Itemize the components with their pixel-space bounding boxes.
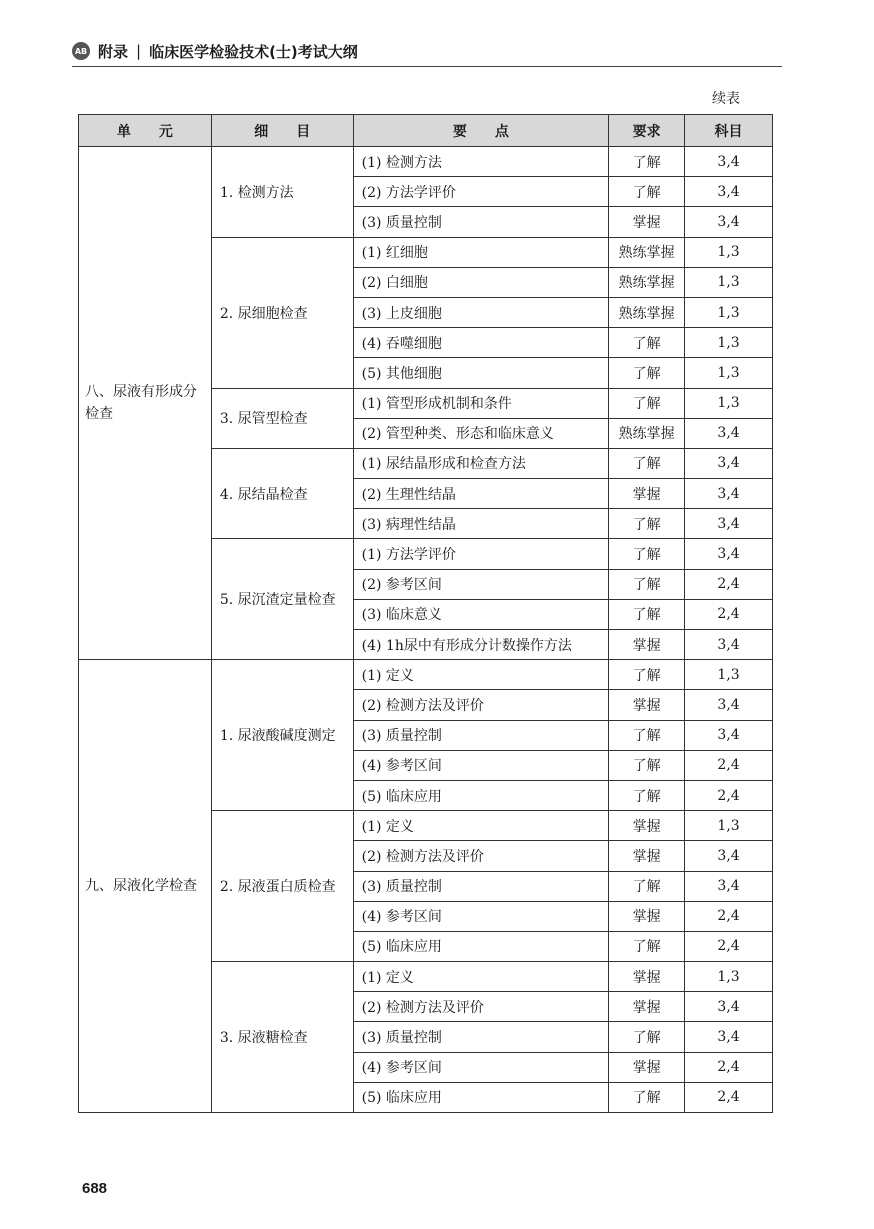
point-cell: (1) 方法学评价: [353, 539, 609, 569]
point-cell: (5) 其他细胞: [353, 358, 609, 388]
point-cell: (1) 定义: [353, 660, 609, 690]
subject-cell: 2,4: [685, 1082, 773, 1112]
requirement-cell: 掌握: [609, 962, 685, 992]
subject-cell: 3,4: [685, 841, 773, 871]
point-cell: (4) 1h尿中有形成分计数操作方法: [353, 630, 609, 660]
subitem-cell: 2. 尿液蛋白质检查: [211, 811, 353, 962]
requirement-cell: 熟练掌握: [609, 267, 685, 297]
point-cell: (1) 尿结晶形成和检查方法: [353, 448, 609, 478]
point-cell: (3) 病理性结晶: [353, 509, 609, 539]
subitem-cell: 4. 尿结晶检查: [211, 448, 353, 539]
requirement-cell: 掌握: [609, 841, 685, 871]
subitem-cell: 1. 检测方法: [211, 147, 353, 238]
requirement-cell: 了解: [609, 539, 685, 569]
point-cell: (2) 管型种类、形态和临床意义: [353, 418, 609, 448]
requirement-cell: 了解: [609, 569, 685, 599]
subject-cell: 1,3: [685, 267, 773, 297]
point-cell: (3) 质量控制: [353, 1022, 609, 1052]
subject-cell: 2,4: [685, 931, 773, 961]
table-row: [79, 147, 773, 177]
subject-cell: 1,3: [685, 811, 773, 841]
point-cell: (4) 参考区间: [353, 750, 609, 780]
subitem-cell: 3. 尿管型检查: [211, 388, 353, 448]
point-cell: (4) 吞噬细胞: [353, 328, 609, 358]
subject-cell: 3,4: [685, 1022, 773, 1052]
subject-cell: 1,3: [685, 388, 773, 418]
subject-cell: 3,4: [685, 147, 773, 177]
subject-cell: 1,3: [685, 297, 773, 327]
point-cell: (3) 质量控制: [353, 720, 609, 750]
requirement-cell: 了解: [609, 1082, 685, 1112]
subject-cell: 3,4: [685, 207, 773, 237]
subject-cell: 3,4: [685, 720, 773, 750]
subject-cell: 3,4: [685, 418, 773, 448]
subject-cell: 2,4: [685, 599, 773, 629]
section-label: 附录: [98, 42, 129, 61]
requirement-cell: 了解: [609, 599, 685, 629]
col-header-point: 要 点: [353, 115, 609, 147]
point-cell: (1) 定义: [353, 811, 609, 841]
point-cell: (4) 参考区间: [353, 901, 609, 931]
subject-cell: 3,4: [685, 448, 773, 478]
subject-cell: 2,4: [685, 780, 773, 810]
requirement-cell: 了解: [609, 147, 685, 177]
subject-cell: 1,3: [685, 328, 773, 358]
requirement-cell: 了解: [609, 780, 685, 810]
requirement-cell: 掌握: [609, 1052, 685, 1082]
requirement-cell: 了解: [609, 328, 685, 358]
table-row: [79, 660, 773, 690]
point-cell: (5) 临床应用: [353, 931, 609, 961]
subject-cell: 3,4: [685, 690, 773, 720]
col-header-unit: 单 元: [79, 115, 212, 147]
col-header-subitem: 细 目: [211, 115, 353, 147]
requirement-cell: 掌握: [609, 630, 685, 660]
header-separator: |: [136, 42, 142, 60]
subitem-cell: 1. 尿液酸碱度测定: [211, 660, 353, 811]
requirement-cell: 熟练掌握: [609, 237, 685, 267]
point-cell: (5) 临床应用: [353, 1082, 609, 1112]
requirement-cell: 了解: [609, 871, 685, 901]
point-cell: (5) 临床应用: [353, 780, 609, 810]
unit-cell: 八、尿液有形成分检查: [79, 147, 212, 660]
requirement-cell: 了解: [609, 509, 685, 539]
point-cell: (2) 生理性结晶: [353, 479, 609, 509]
point-cell: (1) 红细胞: [353, 237, 609, 267]
table-header-row: [79, 115, 773, 147]
point-cell: (2) 检测方法及评价: [353, 690, 609, 720]
point-cell: (3) 质量控制: [353, 871, 609, 901]
requirement-cell: 了解: [609, 720, 685, 750]
requirement-cell: 了解: [609, 931, 685, 961]
subject-cell: 3,4: [685, 539, 773, 569]
subject-cell: 2,4: [685, 901, 773, 931]
requirement-cell: 了解: [609, 448, 685, 478]
requirement-cell: 了解: [609, 1022, 685, 1052]
requirement-cell: 了解: [609, 177, 685, 207]
subject-cell: 2,4: [685, 569, 773, 599]
subject-cell: 3,4: [685, 630, 773, 660]
page-number: 688: [82, 1180, 108, 1197]
col-header-subject: 科目: [685, 115, 773, 147]
subject-cell: 2,4: [685, 1052, 773, 1082]
requirement-cell: 了解: [609, 660, 685, 690]
subitem-cell: 2. 尿细胞检查: [211, 237, 353, 388]
subject-cell: 1,3: [685, 962, 773, 992]
book-badge-icon: AB: [72, 42, 90, 60]
point-cell: (3) 临床意义: [353, 599, 609, 629]
requirement-cell: 了解: [609, 388, 685, 418]
page-header: [72, 36, 782, 67]
requirement-cell: 熟练掌握: [609, 297, 685, 327]
point-cell: (1) 检测方法: [353, 147, 609, 177]
subject-cell: 3,4: [685, 509, 773, 539]
requirement-cell: 了解: [609, 358, 685, 388]
syllabus-table: [78, 114, 773, 1113]
subject-cell: 3,4: [685, 992, 773, 1022]
requirement-cell: 掌握: [609, 901, 685, 931]
subject-cell: 3,4: [685, 871, 773, 901]
subject-cell: 2,4: [685, 750, 773, 780]
requirement-cell: 掌握: [609, 811, 685, 841]
point-cell: (2) 检测方法及评价: [353, 841, 609, 871]
subject-cell: 3,4: [685, 177, 773, 207]
subject-cell: 1,3: [685, 237, 773, 267]
point-cell: (3) 上皮细胞: [353, 297, 609, 327]
requirement-cell: 了解: [609, 750, 685, 780]
point-cell: (2) 白细胞: [353, 267, 609, 297]
unit-cell: 九、尿液化学检查: [79, 660, 212, 1113]
requirement-cell: 掌握: [609, 207, 685, 237]
point-cell: (2) 参考区间: [353, 569, 609, 599]
subitem-cell: 5. 尿沉渣定量检查: [211, 539, 353, 660]
col-header-requirement: 要求: [609, 115, 685, 147]
subject-cell: 1,3: [685, 660, 773, 690]
point-cell: (1) 管型形成机制和条件: [353, 388, 609, 418]
point-cell: (4) 参考区间: [353, 1052, 609, 1082]
continued-label: 续表: [712, 91, 740, 107]
header-title: 临床医学检验技术(士)考试大纲: [149, 42, 358, 61]
point-cell: (1) 定义: [353, 962, 609, 992]
point-cell: (2) 检测方法及评价: [353, 992, 609, 1022]
subitem-cell: 3. 尿液糖检查: [211, 962, 353, 1113]
point-cell: (3) 质量控制: [353, 207, 609, 237]
subject-cell: 3,4: [685, 479, 773, 509]
requirement-cell: 掌握: [609, 479, 685, 509]
requirement-cell: 掌握: [609, 690, 685, 720]
requirement-cell: 掌握: [609, 992, 685, 1022]
requirement-cell: 熟练掌握: [609, 418, 685, 448]
point-cell: (2) 方法学评价: [353, 177, 609, 207]
subject-cell: 1,3: [685, 358, 773, 388]
